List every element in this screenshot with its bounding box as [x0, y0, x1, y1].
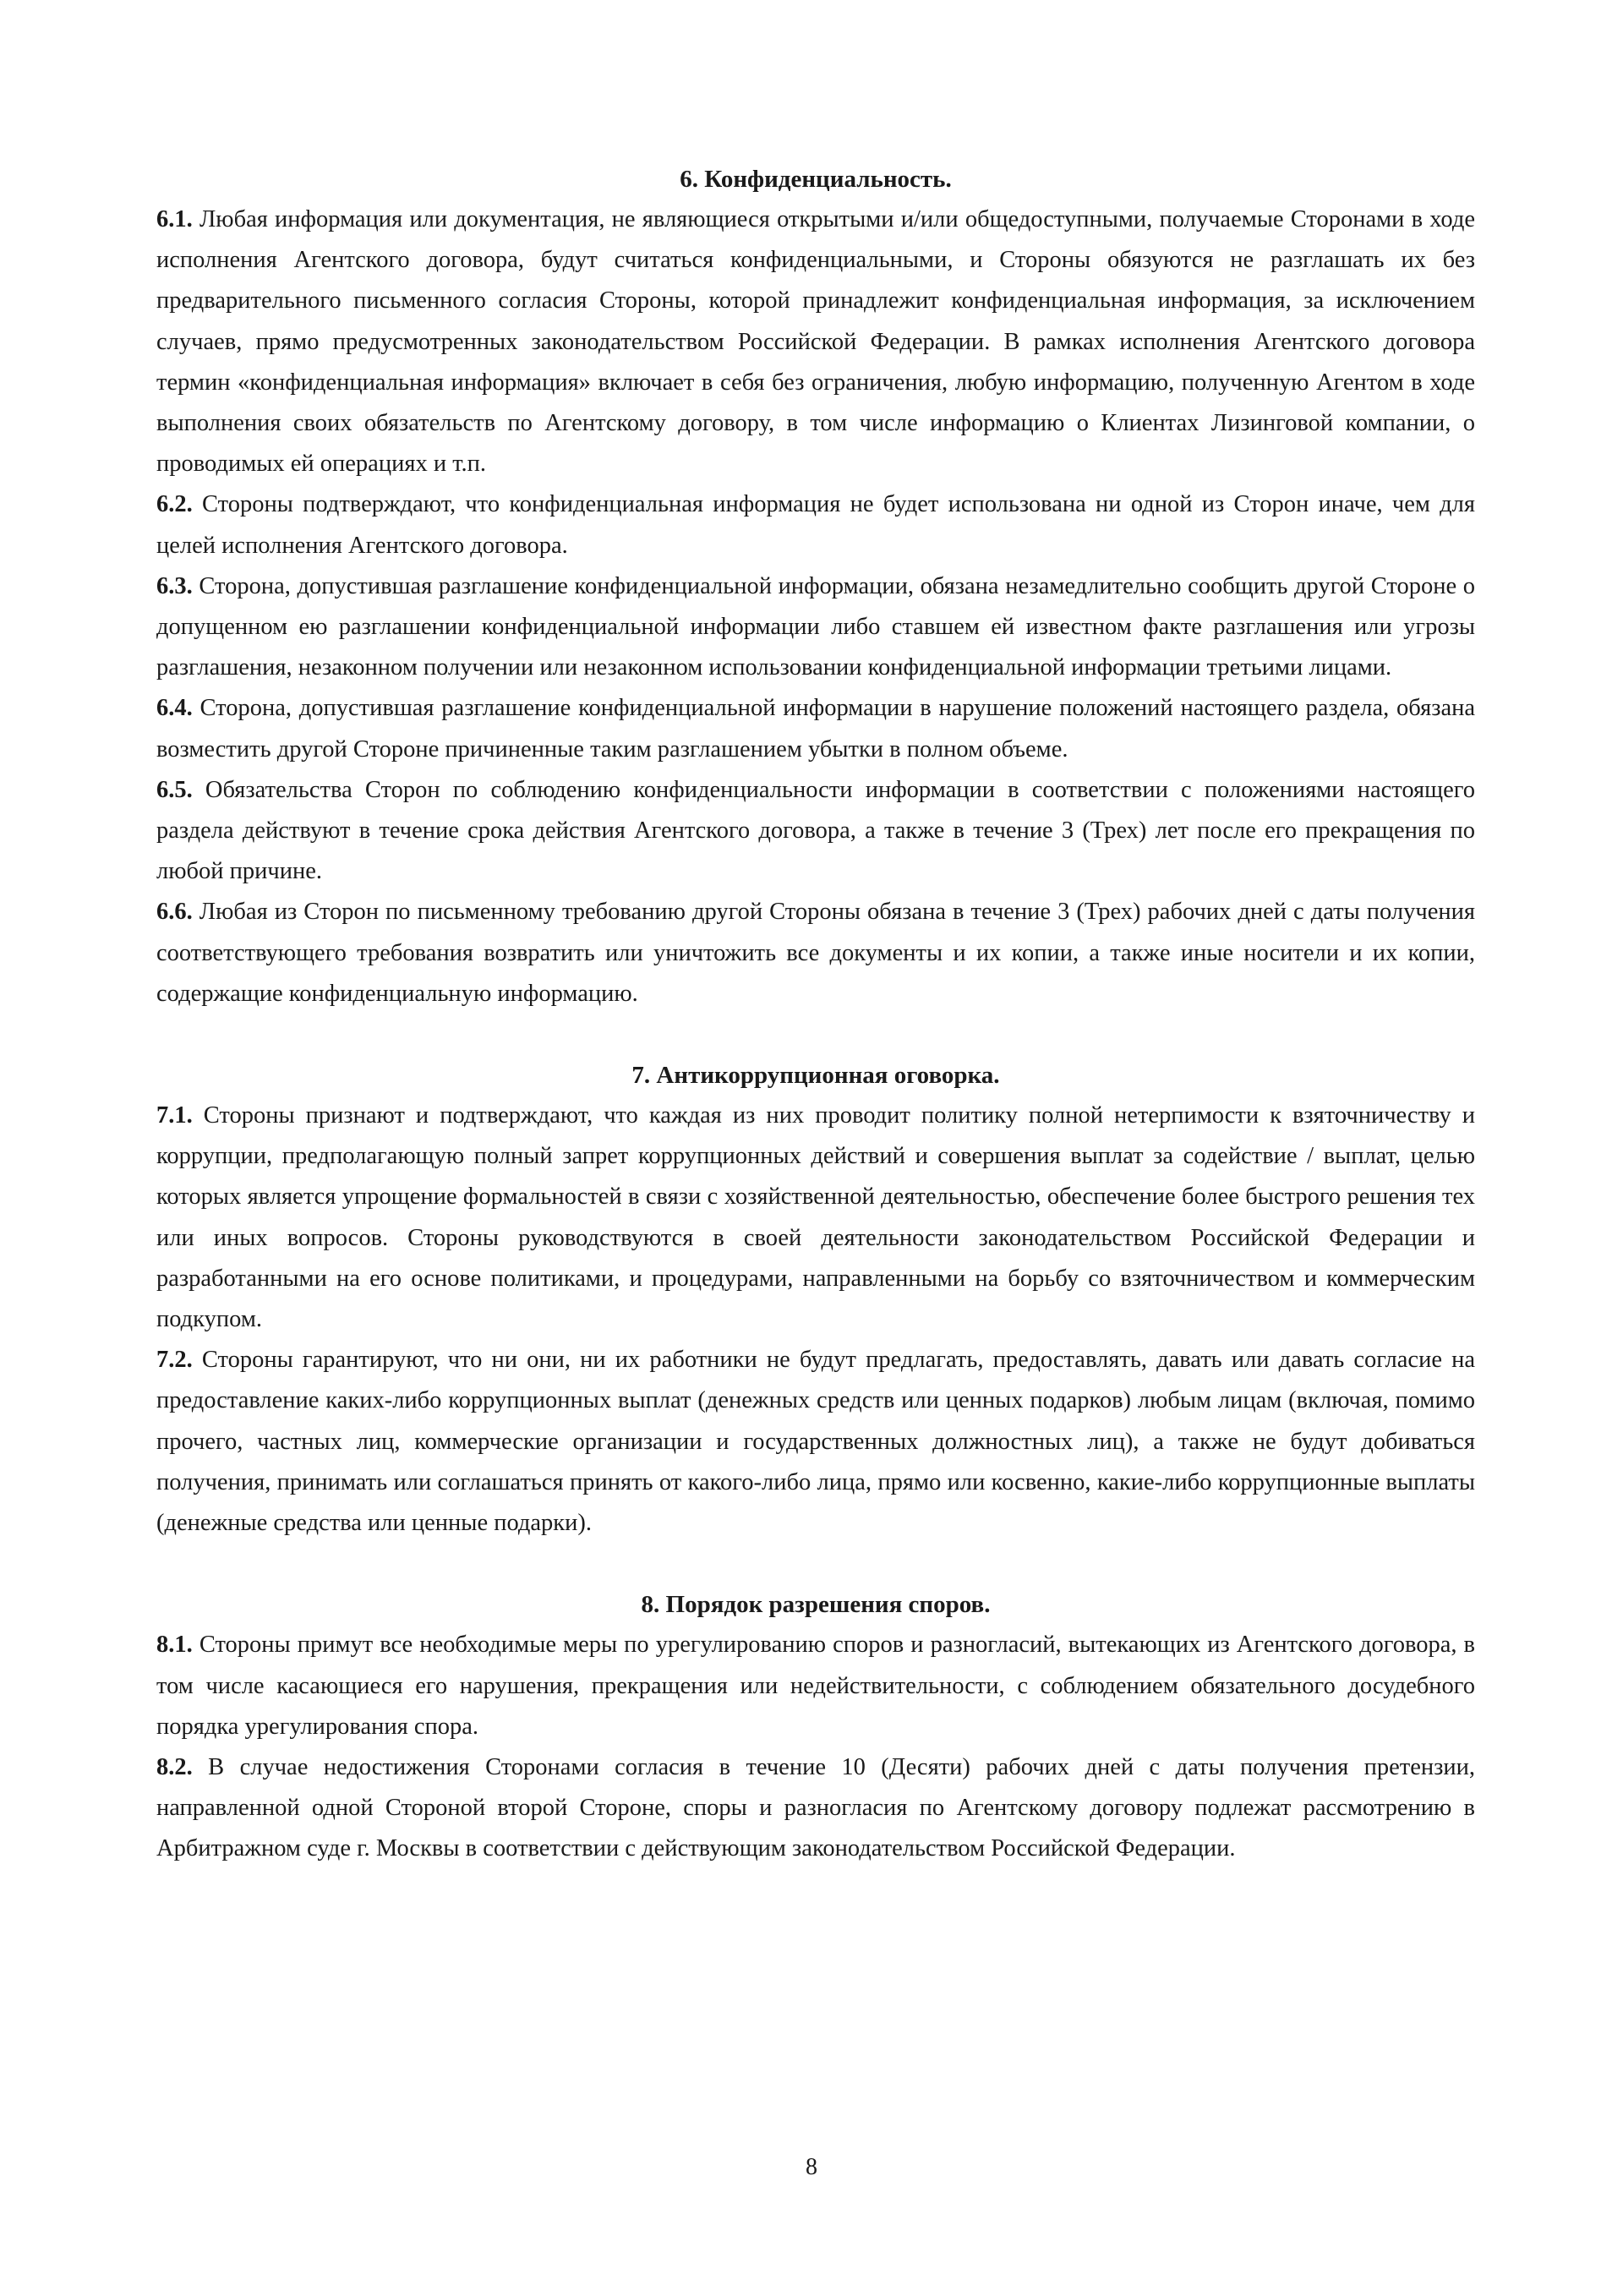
section-title: 8. Порядок разрешения споров.: [641, 1591, 991, 1619]
page-number: 8: [806, 2154, 817, 2180]
section-title: 6. Конфиденциальность.: [680, 166, 952, 193]
clause-text: Любая информация или документация, не являющиеся открытыми и/или общедоступными, получаемые Сторонами в ходе исполнения Агентского договора, будут считаться конфиденциальными, и Стороны обязуются не разглашать их без предварительного письменного согласия Стороны, которой принадлежит конфиденциальная информация, за исключением случаев, прямо предусмотренных законодательством Российской Федерации. В рамках исполнения Агентского договора термин «конфиденциальная информация» включает в себя без ограничения, любую информацию, полученную Агентом в ходе выполнения своих обязательств по Агентскому договору, в том числе информацию о Клиентах Лизинговой компании, о проводимых ей операциях и т.п.: [156, 206, 1475, 478]
clause-6-6: [156, 892, 1475, 1014]
clause-6-4: [156, 688, 1475, 769]
clause-number: 6.1.: [156, 206, 193, 232]
clause-text: Сторона, допустившая разглашение конфиденциальной информации, обязана незамедлительно сообщить другой Стороне о допущенном ею разглашении конфиденциальной информации либо ставшем ей известном факте разглашения или угрозы разглашения, незаконном получении или незаконном использовании конфиденциальной информации третьими лицами.: [156, 572, 1476, 681]
clause-6-2: [156, 484, 1475, 566]
section-spacer: [156, 1544, 1475, 1584]
clause-text: В случае недостижения Сторонами согласия в течение 10 (Десяти) рабочих дней с даты получения претензии, направленной одной Стороной второй Стороне, споры и разногласия по Агентскому договору подлежат рассмотрению в Арбитражном суде г. Москвы в соответствии с действующим законодательством Российской Федерации.: [156, 1753, 1476, 1862]
clause-6-1: [156, 200, 1475, 484]
clause-number: 6.6.: [156, 899, 193, 926]
clause-text: Стороны подтверждают, что конфиденциальная информация не будет использована ни одной из Сторон иначе, чем для целей исполнения Агентского договора.: [156, 491, 1475, 559]
clause-number: 7.1.: [156, 1102, 193, 1129]
clause-number: 6.2.: [156, 491, 193, 518]
clause-7-2: [156, 1340, 1475, 1544]
clause-8-2: [156, 1747, 1475, 1870]
clause-text: Стороны гарантируют, что ни они, ни их работники не будут предлагать, предоставлять, давать или давать согласие на предоставление каких-либо коррупционных выплат (денежных средств или ценных подарков) любым лицам (включая, помимо прочего, частных лиц, коммерческие организации и государственных должностных лиц), а также не будут добиваться получения, принимать или соглашаться принять от какого-либо лица, прямо или косвенно, какие-либо коррупционные выплаты (денежные средства или ценные подарки).: [156, 1347, 1476, 1537]
clause-7-1: [156, 1096, 1475, 1340]
clause-6-5: [156, 770, 1475, 893]
section-dispute-resolution: [156, 1584, 1475, 1869]
clause-8-1: [156, 1625, 1475, 1747]
clause-number: 6.5.: [156, 776, 193, 803]
clause-number: 6.4.: [156, 695, 193, 722]
section-title: 7. Антикоррупционная оговорка.: [631, 1062, 1000, 1090]
clause-number: 7.2.: [156, 1347, 193, 1374]
document-page: [156, 159, 1475, 1870]
clause-text: Сторона, допустившая разглашение конфиденциальной информации в нарушение положений настоящего раздела, обязана возместить другой Стороне причиненные таким разглашением убытки в полном объеме.: [156, 695, 1475, 763]
clause-number: 8.2.: [156, 1753, 193, 1780]
clause-text: Любая из Сторон по письменному требованию другой Стороны обязана в течение 3 (Трех) рабочих дней с даты получения соответствующего требования возвратить или уничтожить все документы и их копии, а также иные носители и их копии, содержащие конфиденциальную информацию.: [156, 899, 1475, 1007]
clause-6-3: [156, 566, 1475, 689]
clause-number: 8.1.: [156, 1632, 193, 1659]
section-anticorruption: [156, 1055, 1475, 1544]
clause-text: Обязательства Сторон по соблюдению конфиденциальности информации в соответствии с положениями настоящего раздела действуют в течение срока действия Агентского договора, а также в течение 3 (Трех) лет после его прекращения по любой причине.: [156, 776, 1475, 885]
clause-text: Стороны признают и подтверждают, что каждая из них проводит политику полной нетерпимости к взяточничеству и коррупции, предполагающую полный запрет коррупционных действий и совершения выплат за содействие / выплат, целью которых является упрощение формальностей в связи с хозяйственной деятельностью, обеспечение более быстрого решения тех или иных вопросов. Стороны руководствуются в своей деятельности законодательством Российской Федерации и разработанными на его основе политиками, и процедурами, направленными на борьбу со взяточничеством и коммерческим подкупом.: [156, 1102, 1476, 1333]
section-confidentiality: [156, 159, 1475, 1014]
section-spacer: [156, 1014, 1475, 1055]
clause-text: Стороны примут все необходимые меры по урегулированию споров и разногласий, вытекающих из Агентского договора, в том числе касающиеся его нарушения, прекращения или недействительности, с соблюдением обязательного досудебного порядка урегулирования спора.: [156, 1632, 1476, 1740]
clause-number: 6.3.: [156, 572, 193, 599]
